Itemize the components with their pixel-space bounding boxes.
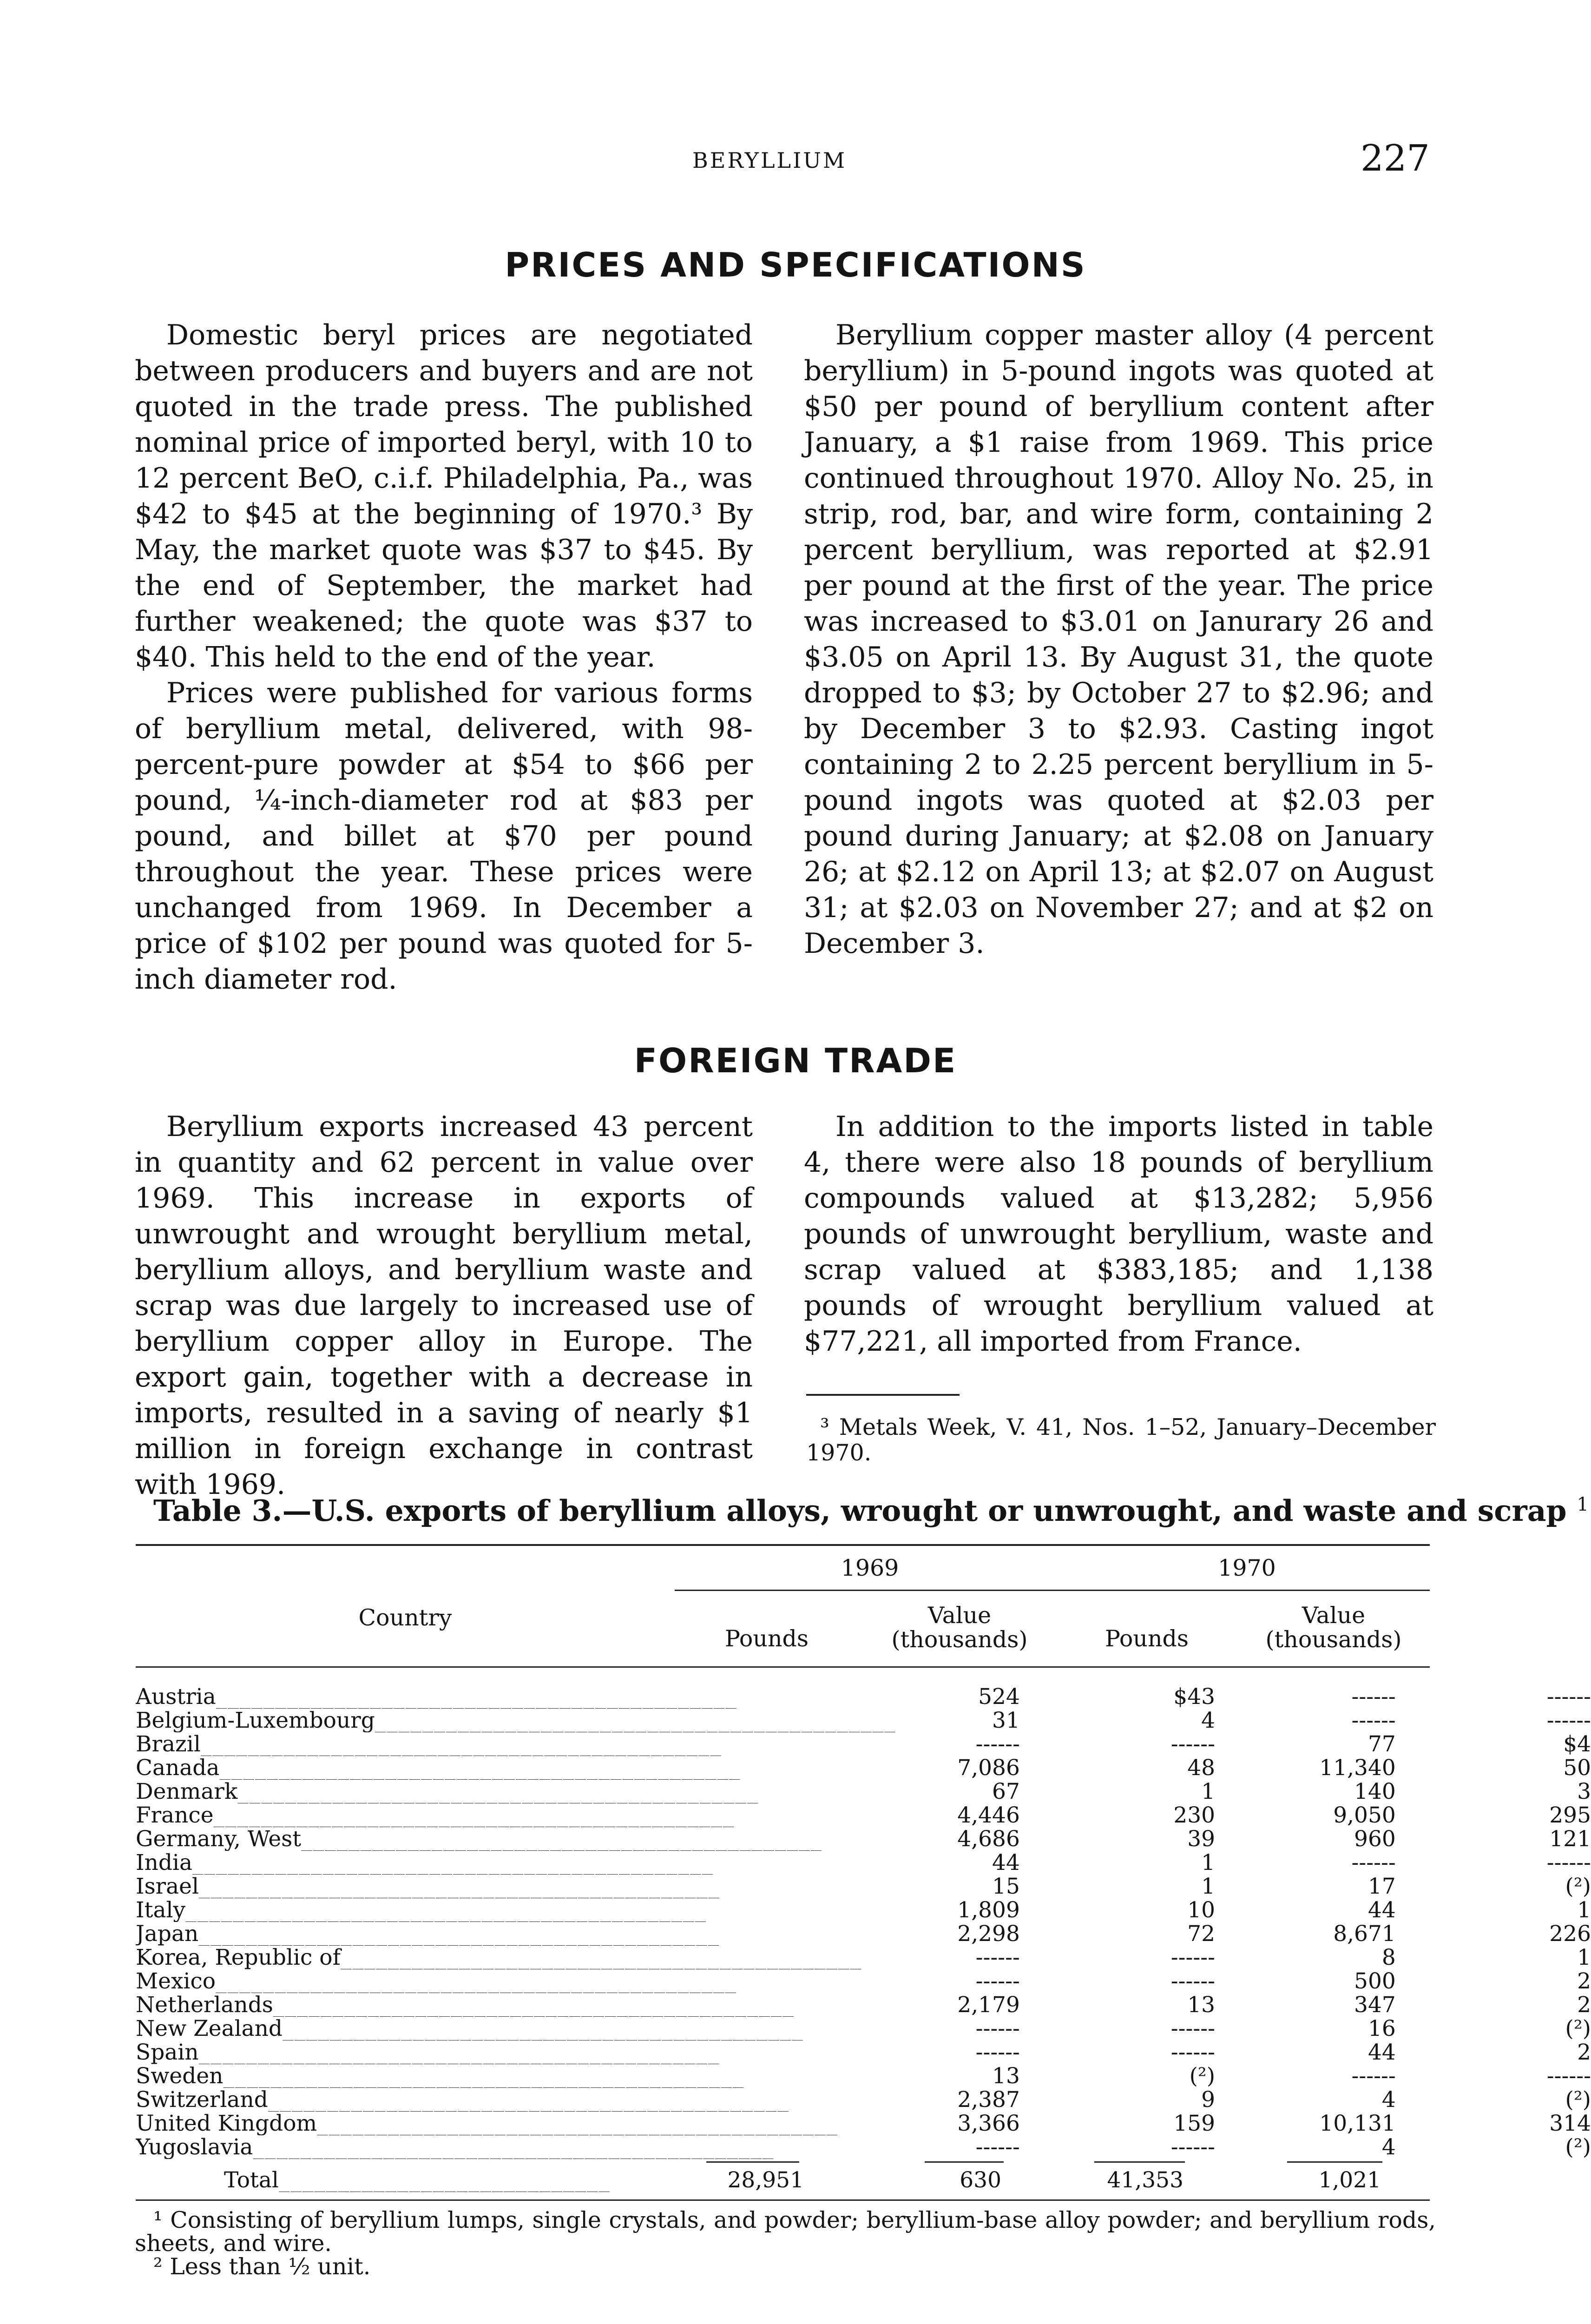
value-1969-header: Value (thousands) — [891, 1602, 1028, 1653]
pounds-1970-cell: 4 — [1381, 2134, 1396, 2160]
country-name: France — [136, 1803, 214, 1827]
pounds-1969-cell: 2,298 — [957, 1921, 1020, 1947]
value-1970-cell: ------ — [1546, 2063, 1591, 2089]
table-row — [136, 2064, 1591, 2088]
value-1969-cell: 1 — [1201, 1849, 1216, 1875]
country-name: Mexico — [136, 1969, 216, 1993]
paragraph: Domestic beryl prices are negotiated between producers and buyers and are not quoted in the trade press. The published nominal price of imported beryl, with 10 to 12 percent BeO, c.i.f. Philadelphia, Pa., was $42 to $45 at the beginning of 1970.³ By May, the market quote was $37 to $45. By the end of September, the market had further weakened; the quote was $37 to $40. This held to the end of the year. — [135, 319, 753, 673]
value-1970-cell: 2 — [1577, 1992, 1591, 2018]
dot-leader: ____________________________________________ — [341, 1946, 862, 1969]
table-top-rule — [136, 1544, 1430, 1546]
country-cell — [136, 1827, 896, 1851]
value-1970-cell: (²) — [1565, 2086, 1591, 2113]
pounds-1969-cell: 13 — [992, 2063, 1020, 2089]
value-1969-cell: 10 — [1187, 1897, 1216, 1923]
dot-leader: ____________________________________________ — [216, 1969, 737, 1993]
total-rule-2 — [925, 2161, 1004, 2163]
pounds-1970-cell: 44 — [1367, 1897, 1396, 1923]
value-1970-cell: 226 — [1549, 1921, 1591, 1947]
footnote-3: ³ Metals Week, V. 41, Nos. 1–52, January–December 1970. — [806, 1414, 1436, 1466]
value-1969-cell: 72 — [1187, 1921, 1216, 1947]
country-cell — [136, 1946, 896, 1969]
pounds-1970-cell: 11,340 — [1319, 1755, 1396, 1781]
country-name: India — [136, 1851, 192, 1875]
year-header-1969: 1969 — [841, 1555, 899, 1581]
pounds-1970-cell: ------ — [1351, 2063, 1396, 2089]
year-rule — [675, 1590, 1430, 1591]
country-cell — [136, 1803, 896, 1827]
value-1970-cell: 295 — [1549, 1802, 1591, 1828]
dot-leader: ____________________________________________ — [213, 1803, 735, 1827]
country-name: Spain — [136, 2040, 199, 2064]
country-cell — [136, 2088, 896, 2112]
value-1969-cell: 1 — [1201, 1778, 1216, 1804]
table-row — [136, 1827, 1591, 1851]
pounds-1970-cell: 17 — [1367, 1873, 1396, 1899]
paragraph: In addition to the imports listed in table 4, there were also 18 pounds of beryllium compounds valued at $13,282; 5,956 pounds of unwrought beryllium, waste and scrap valued at $383,185; and 1,138 pounds of wrought beryllium valued at $77,221, all imported from France. — [804, 1110, 1433, 1358]
section-heading-foreign-trade: FOREIGN TRADE — [634, 1041, 957, 1080]
country-cell — [136, 1922, 896, 1946]
value-1970-cell: ------ — [1546, 1707, 1591, 1733]
pounds-1969-cell: 4,446 — [957, 1802, 1020, 1828]
pounds-1970-cell: 77 — [1367, 1731, 1396, 1757]
table-title — [153, 1493, 1589, 1528]
pounds-1970-cell: 8,671 — [1333, 1921, 1396, 1947]
dot-leader: ____________________________________________ — [301, 1827, 823, 1851]
table-note-1: ¹ Consisting of beryllium lumps, single crystals, and powder; beryllium-base alloy powder; and beryllium rods, sheets, and wire. — [135, 2207, 1436, 2257]
table-bottom-rule — [136, 2199, 1430, 2201]
table-row — [136, 1851, 1591, 1875]
country-name: Korea, Republic of — [136, 1946, 341, 1969]
dot-leader: ____________________________________________ — [253, 2135, 775, 2159]
country-name: Italy — [136, 1898, 186, 1922]
dot-leader: ____________________________________________ — [199, 1875, 721, 1898]
country-name: New Zealand — [136, 2017, 283, 2040]
total-value-1969: 630 — [960, 2167, 1001, 2193]
total-rule-3 — [1094, 2161, 1185, 2163]
pounds-1969-cell: 2,387 — [957, 2086, 1020, 2113]
value-1969-cell: ------ — [1170, 1944, 1216, 1970]
pounds-1970-cell: ------ — [1351, 1684, 1396, 1710]
pounds-1969-cell: 15 — [992, 1873, 1020, 1899]
pounds-1970-cell: 140 — [1354, 1778, 1396, 1804]
country-name: Netherlands — [136, 1993, 273, 2017]
country-name: Belgium-Luxembourg — [136, 1709, 375, 1732]
pounds-1970-cell: ------ — [1351, 1849, 1396, 1875]
country-name: Austria — [136, 1685, 216, 1709]
total-pounds-1970: 41,353 — [1107, 2167, 1183, 2193]
header-bottom-rule — [136, 1666, 1430, 1668]
pounds-1970-cell: ------ — [1351, 1707, 1396, 1733]
dot-leader: ____________________________________________ — [192, 1851, 714, 1875]
dot-leader: ____________________________________________ — [283, 2017, 804, 2040]
table-row — [136, 1898, 1591, 1922]
dot-leader: ____________________________________________ — [185, 1898, 707, 1922]
value-1970-cell: $4 — [1563, 1731, 1591, 1757]
table-row — [136, 1969, 1591, 1993]
pounds-1969-cell: 67 — [992, 1778, 1020, 1804]
pounds-1970-cell: 4 — [1381, 2086, 1396, 2113]
pounds-1969-cell: 524 — [978, 1684, 1020, 1710]
dot-leader: ____________________________________________ — [200, 1732, 722, 1756]
trade-left-column — [135, 1109, 753, 1503]
country-cell — [136, 1709, 896, 1732]
value-1970-cell: ------ — [1546, 1849, 1591, 1875]
value-1970-cell: 121 — [1549, 1826, 1591, 1852]
country-cell — [136, 1732, 896, 1756]
pounds-1969-cell: ------ — [975, 1944, 1020, 1970]
country-name: Japan — [136, 1922, 199, 1946]
country-cell — [136, 2017, 896, 2040]
country-name: Canada — [136, 1756, 220, 1780]
table-row — [136, 2135, 1591, 2159]
value-1969-cell: (²) — [1189, 2063, 1216, 2089]
country-cell — [136, 2135, 896, 2159]
pounds-1970-cell: 9,050 — [1333, 1802, 1396, 1828]
country-cell — [136, 1756, 896, 1780]
table-title-text: Table 3.—U.S. exports of beryllium alloys, wrought or unwrought, and waste and scrap — [153, 1493, 1567, 1528]
prices-left-column — [135, 317, 753, 997]
value-1970-cell: ------ — [1546, 1684, 1591, 1710]
dot-leader: ____________________________________________ — [317, 2112, 839, 2135]
country-cell — [136, 1969, 896, 1993]
value-1969-cell: ------ — [1170, 1731, 1216, 1757]
value-1970-cell: 3 — [1577, 1778, 1591, 1804]
total-row — [136, 2168, 1381, 2192]
value-1970-cell: 1 — [1577, 1897, 1591, 1923]
country-cell — [136, 1685, 896, 1709]
table-row — [136, 1875, 1591, 1898]
table-row — [136, 2112, 1591, 2135]
dot-leader: ____________________________________________ — [268, 2088, 789, 2112]
value-1969-cell: 4 — [1201, 1707, 1216, 1733]
value-1969-cell: 1 — [1201, 1873, 1216, 1899]
value-1969-cell: 230 — [1173, 1802, 1216, 1828]
exports-table — [136, 1685, 1591, 2159]
pounds-1969-cell: ------ — [975, 2015, 1020, 2041]
value-1970-cell: 50 — [1563, 1755, 1591, 1781]
country-name: Germany, West — [136, 1827, 302, 1851]
value-1970-header: Value (thousands) — [1265, 1602, 1402, 1653]
running-head: BERYLLIUM — [692, 148, 847, 173]
pounds-1969-cell: ------ — [975, 2039, 1020, 2065]
dot-leader: ____________________________________________ — [216, 1685, 737, 1709]
dot-leader: ____________________________________________ — [273, 1993, 795, 2017]
value-1969-cell: ------ — [1170, 1968, 1216, 1994]
pounds-1969-cell: 4,686 — [957, 1826, 1020, 1852]
value-1969-cell: 39 — [1187, 1826, 1216, 1852]
table-note-2: ² Less than ½ unit. — [153, 2253, 371, 2280]
dot-leader: ____________________________________________ — [198, 2040, 720, 2064]
country-cell — [136, 1898, 896, 1922]
table-row — [136, 1685, 1591, 1709]
pounds-1970-header: Pounds — [1104, 1625, 1189, 1652]
country-name: Sweden — [136, 2064, 224, 2088]
paragraph: Beryllium copper master alloy (4 percent beryllium) in 5-pound ingots was quoted at $50 per pound of beryllium content after January, a $1 raise from 1969. This price continued throughout 1970. Alloy No. 25, in strip, rod, bar, and wire form, containing 2 percent beryllium, was reported at $2.91 per pound at the first of the year. The price was increased to $3.01 on Janurary 26 and $3.05 on April 13. By August 31, the quote dropped to $3; by October 27 to $2.96; and by December 3 to $2.93. Casting ingot containing 2 to 2.25 percent beryllium in 5-pound ingots was quoted at $2.03 per pound during January; at $2.08 on January 26; at $2.12 on April 13; at $2.07 on August 31; at $2.03 on November 27; and at $2 on December 3. — [804, 319, 1433, 960]
table-row — [136, 1922, 1591, 1946]
table-row — [136, 1946, 1591, 1969]
table-row — [136, 2017, 1591, 2040]
pounds-1969-cell: 7,086 — [957, 1755, 1020, 1781]
year-header-1970: 1970 — [1218, 1555, 1276, 1581]
pounds-1969-cell: ------ — [975, 2134, 1020, 2160]
total-pounds-1969: 28,951 — [727, 2167, 804, 2193]
pounds-1969-cell: 31 — [992, 1707, 1020, 1733]
dot-leader: ____________________________________________ — [198, 1922, 720, 1946]
pounds-1969-cell: 44 — [992, 1849, 1020, 1875]
footnote-rule — [806, 1394, 960, 1396]
pounds-1969-header: Pounds — [724, 1625, 809, 1652]
value-1970-cell: 2 — [1577, 2039, 1591, 2065]
pounds-1970-cell: 347 — [1354, 1992, 1396, 2018]
country-header: Country — [358, 1604, 452, 1631]
country-cell — [136, 1875, 896, 1898]
value-1970-cell: 2 — [1577, 1968, 1591, 1994]
pounds-1970-cell: 16 — [1367, 2015, 1396, 2041]
table-notes — [135, 2209, 1436, 2278]
value-1970-cell: 314 — [1549, 2110, 1591, 2136]
pounds-1970-cell: 8 — [1381, 1944, 1396, 1970]
pounds-1970-cell: 10,131 — [1319, 2110, 1396, 2136]
country-name: Brazil — [136, 1732, 201, 1756]
value-1970-cell: (²) — [1565, 1873, 1591, 1899]
section-heading-prices: PRICES AND SPECIFICATIONS — [505, 245, 1086, 284]
prices-right-column — [804, 317, 1433, 962]
table-row — [136, 1803, 1591, 1827]
table-row — [136, 2088, 1591, 2112]
paragraph: Beryllium exports increased 43 percent in quantity and 62 percent in value over 1969. This increase in exports of unwrought and wrought beryllium metal, beryllium alloys, and beryllium waste and scrap was due largely to increased use of beryllium copper alloy in Europe. The export gain, together with a decrease in imports, resulted in a saving of nearly $1 million in foreign exchange in contrast with 1969. — [135, 1110, 753, 1501]
country-name: United Kingdom — [136, 2112, 317, 2135]
value-1969-cell: ------ — [1170, 2015, 1216, 2041]
table-row — [136, 1709, 1591, 1732]
table-row — [136, 2040, 1591, 2064]
pounds-1969-cell: ------ — [975, 1968, 1020, 1994]
value-1969-cell: 9 — [1201, 2086, 1216, 2113]
total-rule-1 — [706, 2161, 799, 2163]
value-1970-cell: (²) — [1565, 2134, 1591, 2160]
trade-right-column — [804, 1109, 1433, 1360]
table-row — [136, 1993, 1591, 2017]
table-row — [136, 1756, 1591, 1780]
table-row — [136, 1732, 1591, 1756]
pounds-1969-cell: 1,809 — [957, 1897, 1020, 1923]
page-number: 227 — [1361, 138, 1430, 179]
value-1970-cell: 1 — [1577, 1944, 1591, 1970]
value-1969-cell: 13 — [1187, 1992, 1216, 2018]
country-cell — [136, 1851, 896, 1875]
country-cell — [136, 1780, 896, 1803]
pounds-1970-cell: 44 — [1367, 2039, 1396, 2065]
country-name: Israel — [136, 1875, 199, 1898]
pounds-1969-cell: 2,179 — [957, 1992, 1020, 2018]
value-1969-cell: 159 — [1173, 2110, 1216, 2136]
dot-leader: ____________________________________________ — [219, 1756, 741, 1780]
paragraph: Prices were published for various forms of beryllium metal, delivered, with 98-percent-pure powder at $54 to $66 per pound, ¼-inch-diameter rod at $83 per pound, and billet at $70 per pound throughout the year. These prices were unchanged from 1969. In December a price of $102 per pound was quoted for 5-inch diameter rod. — [135, 677, 753, 996]
pounds-1969-cell: 3,366 — [957, 2110, 1020, 2136]
country-name: Denmark — [136, 1780, 238, 1803]
country-cell — [136, 2040, 896, 2064]
value-1969-cell: ------ — [1170, 2039, 1216, 2065]
country-cell — [136, 2064, 896, 2088]
total-label: Total____________________________ — [136, 2168, 679, 2192]
dot-leader: ____________________________________________ — [223, 2064, 745, 2088]
pounds-1970-cell: 500 — [1354, 1968, 1396, 1994]
table-row — [136, 1780, 1591, 1803]
dot-leader: ____________________________________________ — [375, 1709, 896, 1732]
country-name: Switzerland — [136, 2088, 268, 2112]
country-name: Yugoslavia — [136, 2135, 253, 2159]
table-title-note-ref: 1 — [1577, 1494, 1589, 1515]
country-cell — [136, 1993, 896, 2017]
total-label-text: Total — [224, 2168, 279, 2192]
value-1969-cell: ------ — [1170, 2134, 1216, 2160]
pounds-1970-cell: 960 — [1354, 1826, 1396, 1852]
table-row-total — [136, 2168, 1381, 2192]
dot-leader: ____________________________________________ — [237, 1780, 759, 1803]
country-cell — [136, 2112, 896, 2135]
total-value-1970: 1,021 — [1318, 2167, 1381, 2193]
value-1969-cell: 48 — [1187, 1755, 1216, 1781]
value-1969-cell: $43 — [1173, 1684, 1216, 1710]
pounds-1969-cell: ------ — [975, 1731, 1020, 1757]
total-rule-4 — [1287, 2161, 1382, 2163]
value-1970-cell: (²) — [1565, 2015, 1591, 2041]
